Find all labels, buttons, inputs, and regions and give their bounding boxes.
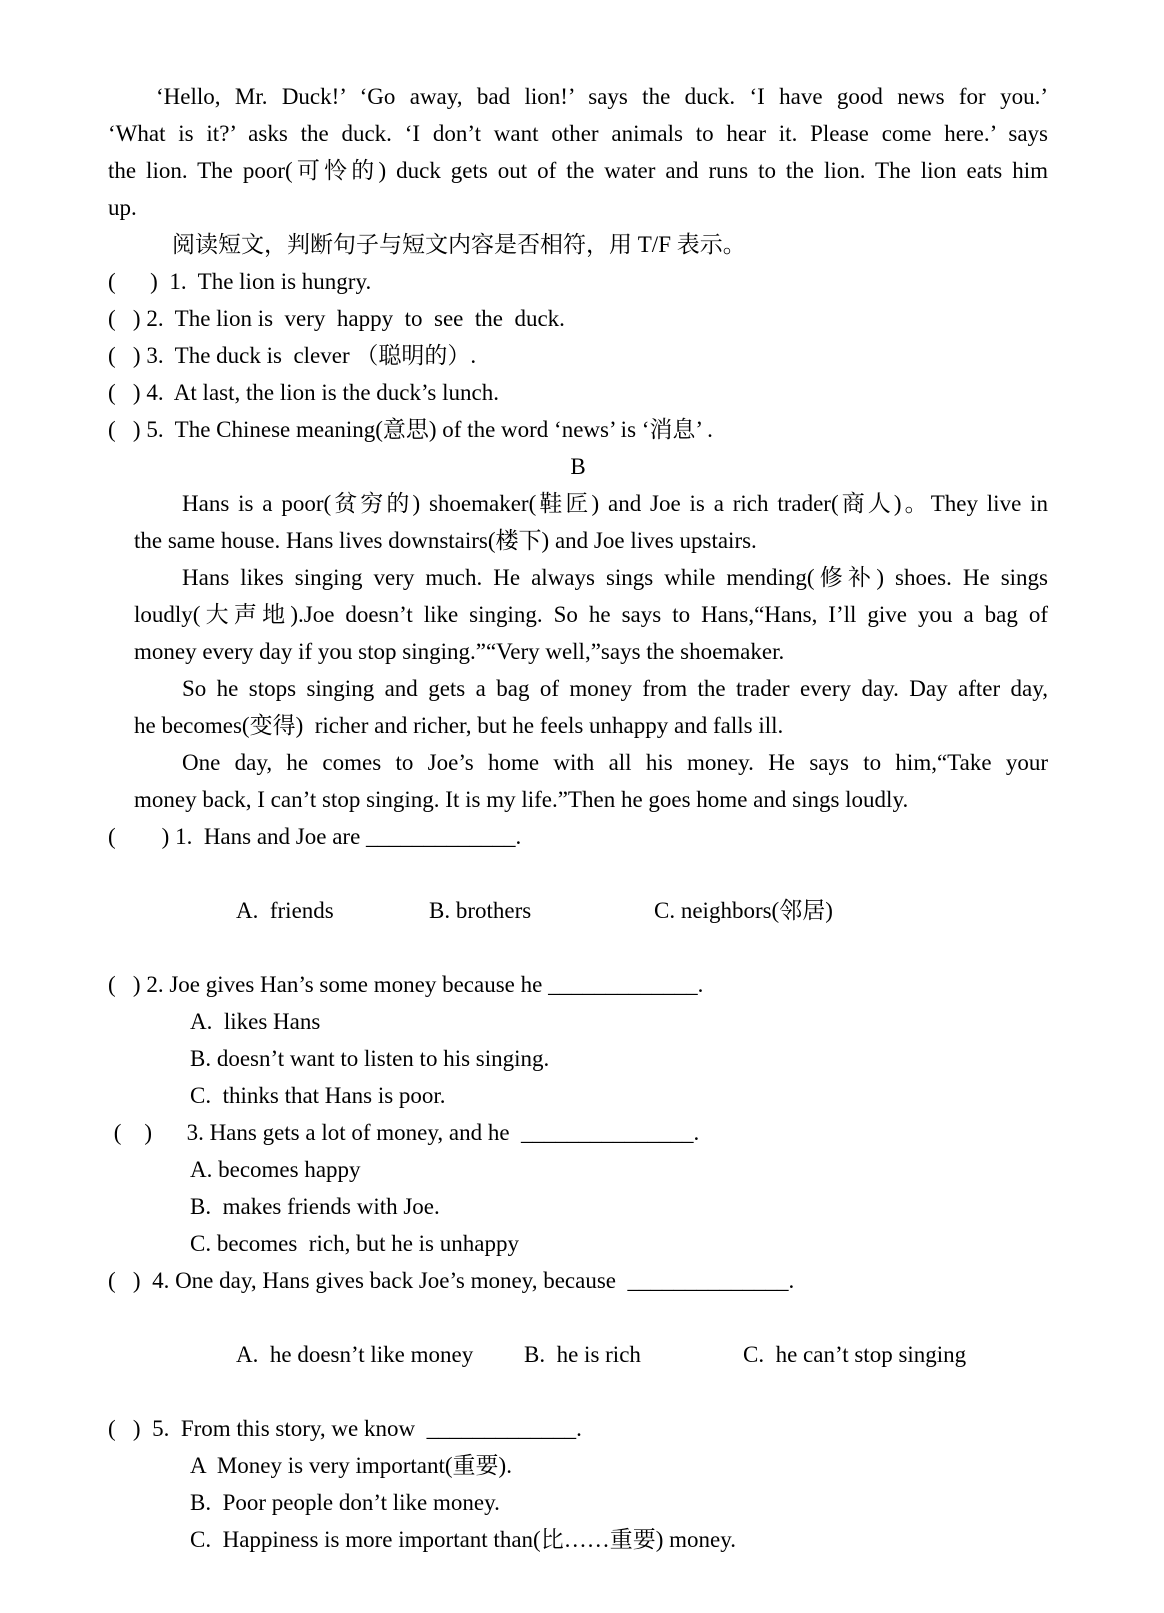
mc-question-2-stem: ( ) 2. Joe gives Han’s some money because he _____________. [108, 972, 704, 997]
mc-question-4-stem: ( ) 4. One day, Hans gives back Joe’s money, because ______________. [108, 1268, 795, 1293]
mc-question-3-option-a: A. becomes happy [190, 1157, 361, 1182]
mc-question-4 [108, 1262, 1048, 1410]
passage-b-line: Hans likes singing very much. He always sings while mending(修补) shoes. He sings [182, 565, 1048, 590]
tf-question-3: ( ) 3. The duck is clever （聪明的）. [108, 343, 477, 368]
passage-b-line: Hans is a poor(贫穷的) shoemaker(鞋匠) and Joe is a rich trader(商人)。They live in [182, 491, 1048, 516]
passage-b-line: money every day if you stop singing.”“Very well,”says the shoemaker. [134, 639, 785, 664]
mc-question-3-option-b: B. makes friends with Joe. [190, 1194, 440, 1219]
mc-question-4-option-a: A. he doesn’t like money [236, 1342, 474, 1367]
passage-a-line-4: up. [108, 195, 137, 220]
mc-question-4-option-c: C. he can’t stop singing [743, 1342, 967, 1367]
mc-question-5-option-b: B. Poor people don’t like money. [190, 1490, 500, 1515]
mc-question-3 [108, 1114, 1048, 1262]
tf-question-1: ( ) 1. The lion is hungry. [108, 269, 372, 294]
mc-question-3-option-c: C. becomes rich, but he is unhappy [190, 1231, 519, 1256]
tf-question-5: ( ) 5. The Chinese meaning(意思) of the word ‘news’ is ‘消息’ . [108, 417, 713, 442]
mc-question-5-stem: ( ) 5. From this story, we know _____________. [108, 1416, 582, 1441]
mc-question-5-option-a: A Money is very important(重要). [190, 1453, 512, 1478]
section-b-heading: B [570, 454, 586, 479]
mc-question-4-options [190, 1299, 1048, 1410]
passage-b-paragraph-2 [134, 559, 1048, 670]
mc-question-1-options [190, 855, 1048, 966]
mc-question-2-option-b: B. doesn’t want to listen to his singing. [190, 1046, 550, 1071]
passage-a-line-3: the lion. The poor(可怜的) duck gets out of the water and runs to the lion. The lion eats him [108, 158, 1048, 183]
passage-b [108, 485, 1048, 818]
mc-question-1 [108, 818, 1048, 966]
mc-question-1-option-c: C. neighbors(邻居) [654, 898, 833, 923]
passage-b-line: money back, I can’t stop singing. It is my life.”Then he goes home and sings loudly. [134, 787, 909, 812]
mc-question-1-stem: ( ) 1. Hans and Joe are _____________. [108, 824, 522, 849]
tf-instruction: 阅读短文，判断句子与短文内容是否相符，用 T/F 表示。 [172, 232, 746, 257]
mc-question-1-option-b: B. brothers [429, 898, 532, 923]
mc-question-5-option-c: C. Happiness is more important than(比……重要) money. [190, 1527, 736, 1552]
mc-question-2-option-c: C. thinks that Hans is poor. [190, 1083, 446, 1108]
mc-question-3-stem: ( ) 3. Hans gets a lot of money, and he _______________. [108, 1120, 700, 1145]
passage-a-line-1: ‘Hello, Mr. Duck!’ ‘Go away, bad lion!’ says the duck. ‘I have good news for you.’ [156, 84, 1048, 109]
passage-b-line: he becomes(变得) richer and richer, but he feels unhappy and falls ill. [134, 713, 784, 738]
passage-b-paragraph-4 [134, 744, 1048, 818]
passage-b-paragraph-1 [134, 485, 1048, 559]
passage-b-paragraph-3 [134, 670, 1048, 744]
mc-question-list [108, 818, 1048, 1558]
tf-question-4: ( ) 4. At last, the lion is the duck’s lunch. [108, 380, 499, 405]
mc-question-2 [108, 966, 1048, 1114]
mc-question-1-option-a: A. friends [236, 898, 334, 923]
tf-question-2: ( ) 2. The lion is very happy to see the duck. [108, 306, 565, 331]
mc-question-5 [108, 1410, 1048, 1558]
passage-a [108, 78, 1048, 226]
passage-b-line: So he stops singing and gets a bag of money from the trader every day. Day after day, [182, 676, 1048, 701]
passage-b-line: One day, he comes to Joe’s home with all his money. He says to him,“Take your [182, 750, 1048, 775]
mc-question-2-option-a: A. likes Hans [190, 1009, 321, 1034]
mc-question-4-option-b: B. he is rich [524, 1342, 641, 1367]
tf-question-list [108, 263, 1048, 448]
passage-b-line: the same house. Hans lives downstairs(楼下) and Joe lives upstairs. [134, 528, 757, 553]
passage-a-line-2: ‘What is it?’ asks the duck. ‘I don’t want other animals to hear it. Please come here.’ says [108, 121, 1048, 146]
passage-b-line: loudly(大声地).Joe doesn’t like singing. So he says to Hans,“Hans, I’ll give you a bag of [134, 602, 1048, 627]
